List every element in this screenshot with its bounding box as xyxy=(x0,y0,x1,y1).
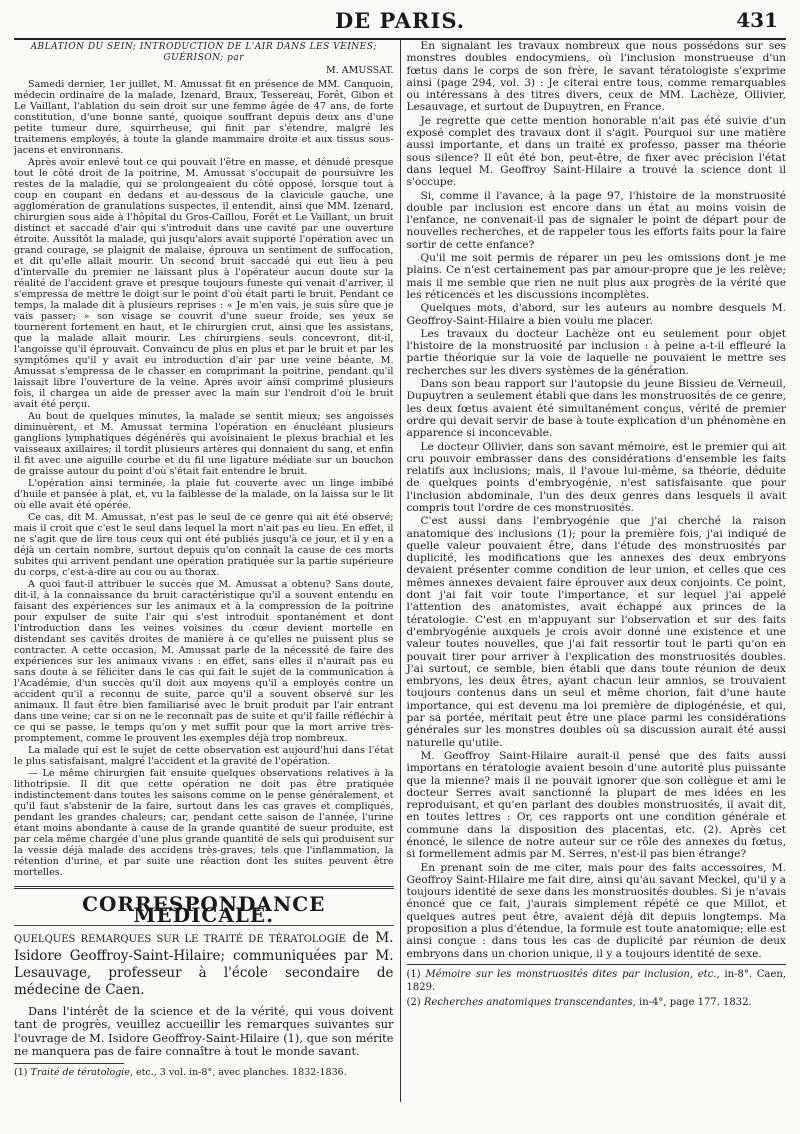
left-column xyxy=(14,40,400,1102)
paragraph: En prenant soin de me citer, mais pour des faits accessoires, M. Geoffroy Saint-Hilaire me fait dire, ainsi qu'au savant Meckel, qu'il y a toujours identité de sexe dans les monstruosités doubles. Si je n'avais énoncé que ce fait, j'aurais simplement répété ce que Millot, et quelques autres peut être, avaient déjà dit depuis longtemps. Ma proposition a plus d'étendue, la formule est toute anatomique; elle est ainsi conçue : dans tous les cas de duplicité par réunion de deux embryons dans un chorion unique, il y a toujours identité de sexe. xyxy=(406,861,786,960)
paragraph: L'opération ainsi terminée, la plaie fut couverte avec un linge imbibé d'huile et pansée à plat, et, vu la faiblesse de la malade, on la laissa sur le lit où elle avait été opérée. xyxy=(14,478,394,511)
footnote-title: Recherches anatomiques transcendantes xyxy=(423,996,633,1008)
page-number: 431 xyxy=(736,8,778,32)
intro-paragraph: Dans l'intérêt de la science et de la vérité, qui vous doivent tant de progrès, veuillez accueillir les remarques suivantes sur l'ouvrage de M. Isidore Geoffroy-Saint-Hilaire (1), que son mérite ne manquera pas de faire connaître à tout le monde savant. xyxy=(14,1004,394,1059)
right-footnotes xyxy=(407,964,787,1009)
footnote xyxy=(407,996,787,1009)
section-separator xyxy=(14,886,394,889)
paragraph: — Le même chirurgien fait ensuite quelques observations relatives à la lithotripsie. Il dit que cette opération ne doit pas être pratiquée indistinctement dans toutes les saisons comme on le pense généralement, et qu'il faut s'abstenir de la faire, surtout dans les cas graves et compliqués, pendant les grandes chaleurs; car, pendant cette saison de l'année, l'urine étant moins abondante à cause de la grande quantité de sueur produite, est par cela même chargée d'une plus grande quantité de sels qui produisent sur la vessie déjà malade des accidens très-graves, tels que l'inflammation, la rétention d'urine, et par suite une réaction dont les suites peuvent être mortelles. xyxy=(14,768,394,878)
article-heading: ABLATION DU SEIN; INTRODUCTION DE L'AIR DANS LES VEINES; GUÉRISON; par xyxy=(30,42,377,63)
paragraph: Quelques mots, d'abord, sur les auteurs au nombre desquels M. Geoffroy-Saint-Hilaire a bien voulu me placer. xyxy=(406,302,786,327)
footnote-number: (1) xyxy=(14,1066,28,1078)
paragraph: Les travaux du docteur Lachèze ont eu seulement pour objet l'histoire de la monstruosité par inclusion : à peine a-t-il effleuré la partie théorique sur la voie de laquelle ne pouvaient le mettre ses recherches sur les divers systèmes de la génération. xyxy=(406,327,786,377)
paragraph: Ce cas, dit M. Amussat, n'est pas le seul de ce genre qui ait été observé; mais il croit que c'est le seul dans lequel la mort n'ait pas eu lieu. En effet, il ne s'agit que de lire tous ceux qui ont été publiés jusqu'à ce jour, et il y en a déjà un certain nombre, surtout depuis qu'on connaît la cause de ces morts subites qui arrivent pendant une opération pratiquée sur la partie supérieure du corps, c'est-à-dire au cou ou au thorax. xyxy=(14,512,394,578)
running-head: DE PARIS. xyxy=(334,8,466,33)
paragraph: En signalant les travaux nombreux que nous possédons sur ses monstres doubles endocymiens, où l'inclusion monstrueuse d'un fœtus dans le corps de son frère, le savant tératologiste s'exprime ainsi (page 294, vol. 3) : Je citerai entre tous, comme remarquables ou intéressans à des titres divers, ceux de MM. Lachèze, Ollivier, Lesauvage, et surtout de Dupuytren, en France. xyxy=(406,40,786,114)
subhead-caps: QUELQUES REMARQUES SUR LE TRAITÉ DE TÉRATOLOGIE xyxy=(14,934,346,945)
two-column-body xyxy=(14,40,786,1102)
subhead-rest: de M. Isidore Geoffroy-Saint-Hilaire; communiquées par M. Lesauvage, professeur à l'école secondaire de médecine de Caen. xyxy=(14,930,394,998)
article-author: M. AMUSSAT. xyxy=(325,65,394,76)
paragraph: Le docteur Ollivier, dans son savant mémoire, est le premier qui ait cru pouvoir embrasser dans des considérations d'ensemble les faits relatifs aux inclusions; mais, il l'avoue lui-même, sa théorie, déduite de quelques points d'embryogénie, n'est satisfaisante que pour l'inclusion abdominale, l'un des deux genres dans lesquels il avait compris tout l'ordre de ces monstruosités. xyxy=(406,440,786,514)
footnote-rest: , in-8°. Caen, 1829. xyxy=(406,968,786,993)
footnote xyxy=(407,968,787,994)
paragraph: Après avoir enlevé tout ce qui pouvait l'être en masse, et dénudé presque tout le côté droit de la poitrine, M. Amussat s'occupait de poursuivre les restes de la maladie, qui se prolongeaient du côté opposé, lorsque tout à coup en coupant en dedans et au-dessous de la clavicule gauche, une agglomération de granulations suspectes, il entendit, ainsi que MM. Izenard, chirurgien sous aide à l'hôpital du Gros-Caillou, Forêt et Le Vaillant, un bruit distinct et saccadé d'air qui s'introduit dans une cavité par une ouverture étroite. Aussitôt la malade, qui jusqu'alors avait supporté l'opération avec un grand courage, se plaignit de malaise, éprouva un sentiment de suffocation, et dit qu'elle allait mourir. Un second bruit saccadé qui eut lieu à peu d'intervalle du premier ne laissant plus à l'opérateur aucun doute sur la réalité de l'accident grave et presque toujours funeste qui venait d'arriver, il s'empressa de mettre le doigt sur le point d'où était parti le bruit. Pendant ce temps, la malade dit à plusieurs reprises : « Je m'en vais, je suis sûre que je vais passer; » son visage se couvrit d'une sueur froide, ses yeux se tournèrent fortement en haut, et le chirurgien crut, ainsi que les assistans, que la malade allait mourir. Les chirurgiens seuls concevront, dit-il, l'angoisse qu'il éprouvait. Convaincu de plus en plus et par le bruit et par les symptômes qu'il y avait eu introduction d'air par une veine béante, M. Amussat s'empressa de le chasser en comprimant la poitrine, pendant qu'il laissait libre l'ouverture de la veine. Après avoir ainsi comprimé plusieurs fois, il chargea un aide de presser avec la main sur l'endroit d'où le bruit avait été perçu. xyxy=(14,157,394,410)
footnote-number: (1) xyxy=(406,968,421,980)
footnote-rest: , etc., 3 vol. in-8°, avec planches. 1832-1836. xyxy=(129,1066,347,1078)
paragraph: Si, comme il l'avance, à la page 97, l'histoire de la monstruosité double par inclusion est encore dans un état au moins voisin de l'enfance, ne convenait-il pas de signaler le point de départ pour de nouvelles recherches, et de rappeler tous les efforts faits pour la faire sortir de cette enfance? xyxy=(406,189,786,251)
paragraph: La malade qui est le sujet de cette observation est aujourd'hui dans l'état le plus satisfaisant, malgré l'accident et la gravité de l'opération. xyxy=(14,745,394,767)
right-column xyxy=(401,40,787,1102)
paragraph: A quoi faut-il attribuer le succès que M. Amussat a obtenu? Sans doute, dit-il, à la connaissance du bruit caractéristique qu'il a souvent entendu en faisant des expériences sur les animaux et à la compression de la poitrine pour expulser de suite l'air qui s'est introduit spontanément et dont l'introduction dans les veines voisines du cœur devient mortelle en distendant ses cavités droites de manière à ce qu'elles ne puissent plus se contracter. A cette occasion, M. Amussat parle de la nécessité de faire des expériences sur les animaux vivans : en effet, sans elles il n'aurait pas eu sans doute à se féliciter dans le cas qui fait le sujet de la communication à l'Académie, d'un succès qu'il doit aux moyens qu'il a employés contre un accident qu'il a reconnu de suite, parce qu'il a souvent observé sur les animaux. Il faut être bien familiarisé avec le bruit produit par l'air entrant dans une veine; car si on ne le reconnaît pas de suite et qu'il faille réfléchir à ce qui se passe, le temps qu'on y met suffit pour que la mort arrive très-promptement, comme le prouvent les exemples déjà trop nombreux. xyxy=(14,579,394,744)
paragraph: Au bout de quelques minutes, la malade se sentit mieux; ses angoisses diminuèrent, et M. Amussat termina l'opération en énucléant plusieurs ganglions lymphatiques dégénérés qui avoisinaient le plexus brachial et les vaisseaux axillaires; il tordit plusieurs artères qui donnaient du sang, et enfin il fit avec une aiguille courbe et du fil une ligature médiate sur un bouchon de graisse autour du point d'où s'était fait entendre le bruit. xyxy=(14,411,394,477)
paragraph: Samedi dernier, 1er juillet, M. Amussat fit en présence de MM. Canquoin, médecin ordinaire de la malade, Izenard, Braux, Tessereau, Forêt, Gibon et Le Vaillant, l'ablation du sein droit sur une femme âgée de 47 ans, de forte constitution, d'une bonne santé, quoique souffrant depuis deux ans d'une petite tumeur dure, squirrheuse, qui finit par s'étendre, malgré les traitemens employés, à toute la glande mammaire droite et aux tissus sous-jacens et environnans. xyxy=(14,79,394,156)
section-title: CORRESPONDANCE MÉDICALE. xyxy=(14,899,394,926)
page-header xyxy=(14,8,786,38)
footnote-number: (2) xyxy=(406,996,421,1008)
paragraph: Dans son beau rapport sur l'autopsie du jeune Bissieu de Verneuil, Dupuytren a seulement établi que dans les monstruosités de ce genre, les deux fœtus avaient été simultanément conçus, vérité de premier ordre qui devait servir de base à toute explication d'un phénomène en apparence si inconcevable. xyxy=(406,378,786,440)
footnote-rest: , in-4°, page 177. 1832. xyxy=(632,996,752,1008)
correspondence-subhead xyxy=(14,930,394,999)
footnote xyxy=(14,1067,394,1079)
paragraph: Qu'il me soit permis de réparer un peu les omissions dont je me plains. Ce n'est certainement pas par amour-propre que je les relève; mais il me semble que rien ne nuit plus aux progrès de la vérité que les réticences et les discussions incomplètes. xyxy=(406,252,786,301)
footnote-title: Mémoire sur les monstruosités dites par inclusion, etc. xyxy=(425,968,717,980)
footnote-title: Traité de tératologie xyxy=(30,1066,130,1078)
paragraph: Je regrette que cette mention honorable n'ait pas été suivie d'un exposé complet des travaux dont il s'agit. Pourquoi sur une matière aussi importante, et dans un traité ex professo, passer ma théorie sous silence? Il eût été bon, peut-être, de fixer avec précision l'état dans lequel M. Geoffroy Saint-Hilaire a trouvé la science dont il s'occupe. xyxy=(406,114,786,189)
paragraph: C'est aussi dans l'embryogénie que j'ai cherché la raison anatomique des inclusions (1); pour la première fois, j'ai indiqué de quelle valeur pouvaient être, dans l'étude des monstruosités par duplicité, les modifications que les annexes des deux embryons devaient présenter comme condition de leur union, et celles que ces mêmes annexes devaient faire éprouver aux deux conjoints. Ce point, dont j'ai fait voir toute l'importance, et sur lequel j'ai appelé l'attention des anatomistes, avait échappé aux princes de la tératologie. C'est en m'appuyant sur l'observation et sur des faits d'embryogénie auxquels je crois avoir donné une existence et une valeur toutes nouvelles, que j'ai fait ressortir tout le parti qu'on en pouvait tirer pour arriver à l'explication des monstruosités doubles. J'ai surtout, ce semble, bien établi que dans toute réunion de deux embryons, les deux êtres, ayant chacun leur amnios, se trouvaient toujours contenus dans un seul et même chorion, fait d'une haute importance, qui est devenu ma loi première de diplogénésie, et qui, par sa portée, méritait peut être une place parmi les considérations générales sur les monstres doubles où sa discussion aurait été aussi naturelle qu'utile. xyxy=(406,515,786,749)
footnote-rule xyxy=(14,1063,124,1064)
paragraph: M. Geoffroy Saint-Hilaire aurait-il pensé que des faits aussi importans en tératologie avaient besoin d'une autorité plus puissante que la mienne? mais il ne pouvait ignorer que son collègue et ami le docteur Serres avait sanctionné la plupart de mes idées en les reproduisant, et qu'en parlant des doubles monstruosités, il avait dit, en toutes lettres : Or, ces rapports ont une condition générale et commune dans la disposition des placentas, etc. (2). Après cet énoncé, le silence de notre auteur sur ce rôle des annexes du fœtus, si formellement admis par M. Serres, n'est-il pas bien étrange? xyxy=(406,749,786,861)
